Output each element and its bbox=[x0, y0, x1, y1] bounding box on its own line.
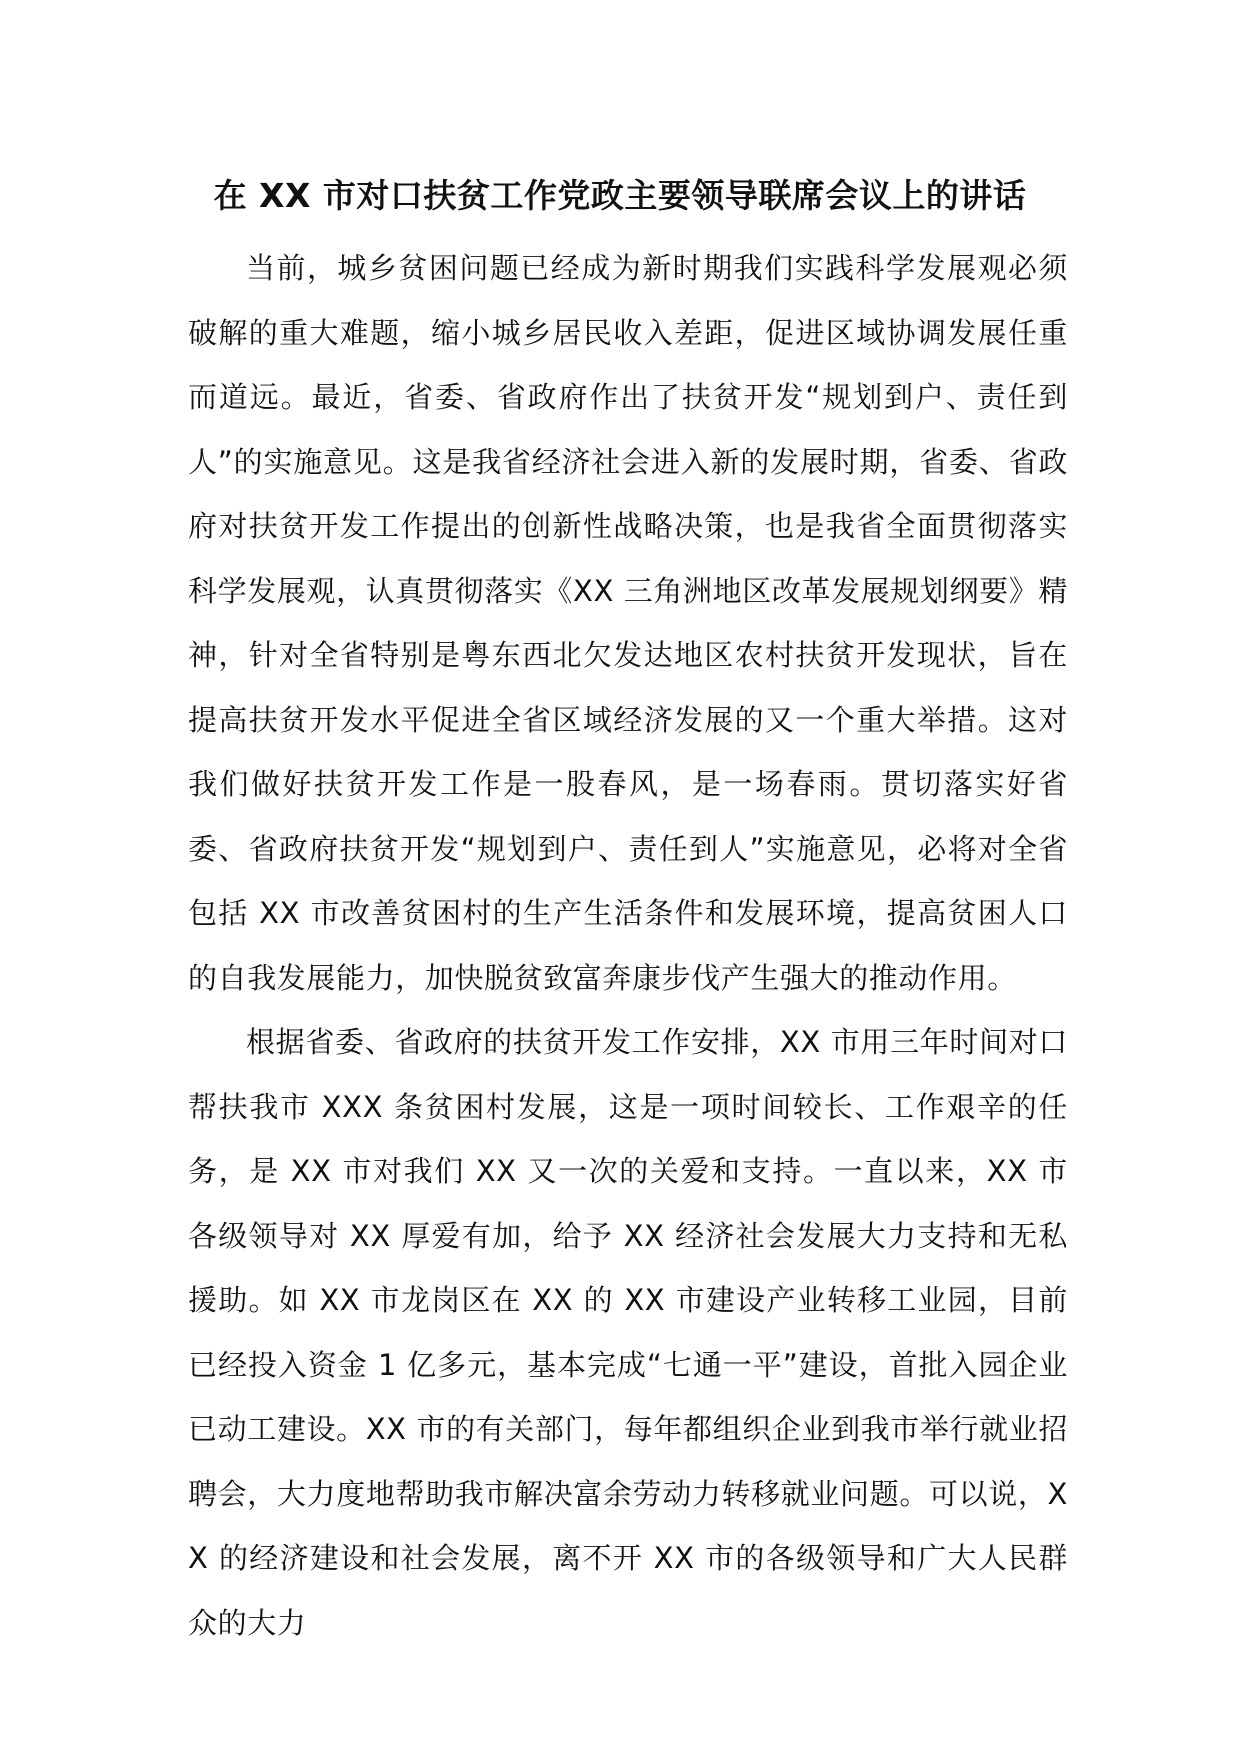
document-title: 在 XX 市对口扶贫工作党政主要领导联席会议上的讲话 bbox=[213, 176, 1027, 215]
document-body bbox=[188, 236, 1068, 1655]
paragraph-2: 根据省委、省政府的扶贫开发工作安排，XX 市用三年时间对口帮扶我市 XXX 条贫困村发展，这是一项时间较长、工作艰辛的任务，是 XX 市对我们 XX 又一次的关爱和支持。一直以来，XX 市各级领导对 XX 厚爱有加，给予 XX 经济社会发展大力支持和无私援助。如 XX 市龙岗区在 XX 的 XX 市建设产业转移工业园，目前已经投入资金 1 亿多元，基本完成“七通一平”建设，首批入园企业已动工建设。XX 市的有关部门，每年都组织企业到我市举行就业招聘会，大力度地帮助我市解决富余劳动力转移就业问题。可以说，XX 的经济建设和社会发展，离不开 XX 市的各级领导和广大人民群众的大力 bbox=[188, 1025, 1068, 1640]
paragraph-1: 当前，城乡贫困问题已经成为新时期我们实践科学发展观必须破解的重大难题，缩小城乡居民收入差距，促进区域协调发展任重而道远。最近，省委、省政府作出了扶贫开发“规划到户、责任到人”的实施意见。这是我省经济社会进入新的发展时期，省委、省政府对扶贫开发工作提出的创新性战略决策，也是我省全面贯彻落实科学发展观，认真贯彻落实《XX 三角洲地区改革发展规划纲要》精神，针对全省特别是粤东西北欠发达地区农村扶贫开发现状，旨在提高扶贫开发水平促进全省区域经济发展的又一个重大举措。这对我们做好扶贫开发工作是一股春风，是一场春雨。贯切落实好省委、省政府扶贫开发“规划到户、责任到人”实施意见，必将对全省包括 XX 市改善贫困村的生产生活条件和发展环境，提高贫困人口的自我发展能力，加快脱贫致富奔康步伐产生强大的推动作用。 bbox=[188, 251, 1068, 995]
